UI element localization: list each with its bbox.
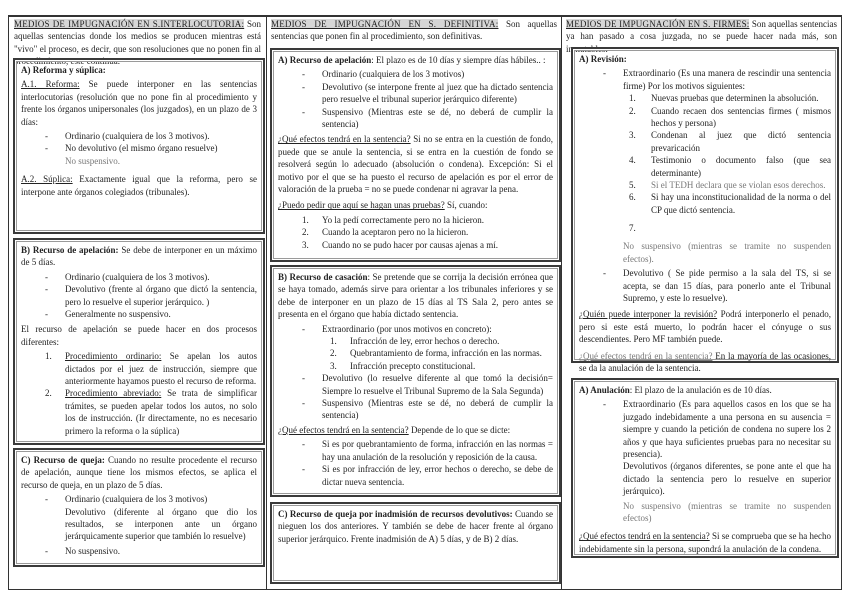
header-title: MEDIOS DE IMPUGNACIÓN EN S. DEFINITIVA: <box>271 19 499 29</box>
paragraph: El recurso de apelación se puede hacer en dos procesos diferentes: <box>21 324 257 347</box>
numbered-list <box>579 92 831 240</box>
box-title: B) Recurso de apelación: <box>21 245 119 255</box>
column-definitiva <box>266 15 561 589</box>
numbered-item <box>278 360 553 372</box>
list-item: - Extraordinario (Es una manera de rescindir una sentencia firme) Por los motivos siguientes: <box>579 67 831 92</box>
header-title: MEDIOS DE IMPUGNACIÓN EN S.INTERLOCUTORIA: <box>14 19 245 29</box>
box-text: Cuando no resulte procedente el recurso de apelación, aunque tiene los mismos efectos, se aplica el recurso de queja, en un plazo de 5 días. <box>21 455 257 490</box>
numbered-item <box>278 226 553 238</box>
box-title: C) Recurso de queja por inadmisión de recursos devolutivos: <box>278 509 513 519</box>
answer: En la mayoría de las ocasiones, se da la anulación de la sentencia. <box>579 350 831 373</box>
item-number: 1. <box>629 93 636 104</box>
list <box>278 438 553 488</box>
column-interlocutoria <box>10 15 265 589</box>
answer: Si se comprueba que se ha hecho indebidamente sin la persona, supondrá la anulación de la condena. <box>579 531 831 554</box>
subtitle-suplica: A.2. Súplica: <box>21 174 73 185</box>
list <box>579 67 831 92</box>
list-item: - Suspensivo (Mientras este se dé, no deberá de cumplir la sentencia) <box>278 397 553 422</box>
item-text: Infracción de ley, error hechos o derecho. <box>350 336 500 347</box>
item-text: Infracción precepto constitucional. <box>350 360 476 371</box>
note: No suspensivo. <box>65 155 121 166</box>
item-text: Si el TEDH declara que se violan esos derechos. <box>651 180 826 191</box>
numbered-item <box>579 179 831 191</box>
note: No suspensivo (mientras se tramite no suspenden efectos) <box>623 500 831 524</box>
box-title: A) Reforma y súplica: <box>21 65 106 75</box>
list-item: - Ordinario (cualquiera de los 3 motivos) <box>21 493 257 505</box>
item-text: Cuando recaen dos sentencias firmes ( mismos hechos y persona) <box>651 105 831 129</box>
list-item: - Si es por infracción de ley, error hechos o derecho, se debe de dictar nueva sentencia. <box>278 463 553 488</box>
item-text: Testimonio o documento falso (que sea determinante) <box>651 155 831 178</box>
item-number: 5. <box>629 180 636 191</box>
numbered-item <box>579 154 831 179</box>
item-text: Condenan al juez que dictó sentencia prevaricación <box>651 130 831 153</box>
item-number: 2. <box>302 227 309 238</box>
item-text: Cuando no se pudo hacer por causas ajenas a mí. <box>322 239 498 250</box>
header-title: MEDIOS DE IMPUGNACIÓN EN S. FIRMES: <box>566 19 750 29</box>
item-number: 2. <box>45 388 52 399</box>
numbered-item <box>579 92 831 104</box>
item-number: 1. <box>45 351 52 362</box>
box-title: A) Recurso de apelación <box>278 55 372 65</box>
numbered-list <box>21 350 257 437</box>
question: ¿Qué efectos tendrá en la sentencia? <box>278 424 409 435</box>
box-casacion <box>270 265 561 497</box>
list-item: - Ordinario (cualquiera de los 3 motivos) <box>278 68 553 80</box>
list-item: - No devolutivo (el mismo órgano resuelve) <box>21 142 257 154</box>
column-firmes <box>561 15 841 589</box>
list-item: - Extraordinario (por unos motivos en concreto): <box>278 323 553 335</box>
numbered-item <box>579 216 831 240</box>
item-text: Cuando la aceptaron pero no la hicieron. <box>322 227 469 238</box>
list <box>21 545 257 557</box>
box-text: Cuando se nieguen los dos anteriores. Y también se debe de hacer frente al órgano superior jerárquico. Frente inadmisión de A) 5 días, y de B) 2 días. <box>278 509 553 544</box>
list-item: - Extraordinario (Es para aquellos casos en los que se ha juzgado indebidamente a una persona en su ausencia = siempre y cuando la petición de condena no supere los 2 años y que haya suficientes pruebas para no necesitar su presencia). <box>579 398 831 460</box>
item-number: 3. <box>302 239 309 250</box>
list <box>278 372 553 422</box>
list <box>278 323 553 335</box>
numbered-item <box>278 335 553 347</box>
item-text: ( Se pide permiso a la sala del TS, si se acepta, se dan 15 días, para ponerlo ante el Tribunal Supremo, y este lo resuelve). <box>623 268 831 303</box>
reforma-text: Se puede interponer en las sentencias interlocutorias (resolución que no pone fin al procedimiento y frente los órganos unipersonales (los juzgados), en un plazo de 3 días: <box>21 79 257 127</box>
note: Devolutivos (órganos diferentes, se pone ante el que ha dictado la sentencia pero lo resuelve en superior jerárquico). <box>623 461 831 497</box>
list-item: - Devolutivo (frente al órgano que dictó la sentencia, pero lo resuelve el superior jerárquico. ) <box>21 283 257 308</box>
box-apelacion <box>13 238 265 445</box>
answer: Depende de lo que se dicte: <box>408 424 511 435</box>
item-label: Procedimiento abreviado: <box>65 388 162 399</box>
list <box>278 68 553 130</box>
item-number: 3. <box>330 360 337 371</box>
question: ¿Qué efectos tendrá en la sentencia? <box>278 134 411 145</box>
list <box>21 130 257 155</box>
item-text: Nuevas pruebas que determinen la absolución. <box>651 93 819 104</box>
box-title: A) Revisión: <box>579 54 627 64</box>
box-text: : El plazo es de 10 días y siempre días hábiles.. : <box>371 55 546 65</box>
item-label: Procedimiento ordinario: <box>65 351 162 362</box>
numbered-item <box>21 387 257 437</box>
list-item: - Devolutivo (lo resuelve diferente al que tomó la decisión= Siempre lo resuelve el Tribunal Supremo de la Sala Segunda) <box>278 372 553 397</box>
item-text: Yo la pedí correctamente pero no la hicieron. <box>322 214 485 225</box>
numbered-item <box>579 129 831 154</box>
list-item: - Si es por quebrantamiento de forma, infracción en las normas = hay una anulación de la resolución y reposición de la causa. <box>278 438 553 463</box>
box-anulacion <box>571 378 839 558</box>
box-text: : El plazo de la anulación es de 10 días. <box>629 385 772 395</box>
list-item: - Generalmente no suspensivo. <box>21 308 257 320</box>
box-queja <box>13 448 265 567</box>
list <box>579 398 831 460</box>
numbered-item <box>21 350 257 387</box>
question: ¿Qué efectos tendrá en la sentencia? <box>579 531 710 542</box>
list-item <box>579 267 831 304</box>
item-number: 1. <box>302 214 309 225</box>
list-item: - Devolutivo (se interpone frente al juez que ha dictado sentencia pero resuelve el tribunal superior jerárquico diferente) <box>278 81 553 106</box>
header-text: Son aquellas sentencias ya han pasado a cosa juzgada, no se puede hacer nada más, son inmutables. <box>566 19 837 54</box>
item-text: Se apelan los autos dictados por el juez de instrucción, siempre que anteriormente hayamos puesto el recurso de reforma. <box>65 351 257 387</box>
list-item: - Ordinario (cualquiera de los 3 motivos). <box>21 271 257 283</box>
column-header <box>271 18 557 43</box>
list-item: - Ordinario (cualquiera de los 3 motivos). <box>21 130 257 142</box>
item-text: Se trata de simplificar trámites, se pueden apelar todos los autos, no solo los de instrucción. (Ir directamente, no es necesario primero la reforma o la súplica) <box>65 388 257 436</box>
box-revision <box>571 47 839 373</box>
note: No suspensivo (mientras se tramite no suspenden efectos). <box>623 241 831 264</box>
list <box>579 267 831 304</box>
list-item: - Suspensivo (Mientras este se dé, no deberá de cumplir la sentencia) <box>278 106 553 131</box>
list <box>21 493 257 505</box>
suplica-text: Exactamente igual que la reforma, pero se interpone ante órganos colegiados (tribunales). <box>21 174 257 197</box>
question: ¿Puedo pedir que aquí se hagan unas pruebas? <box>278 200 445 211</box>
box-title: A) Anulación <box>579 385 630 395</box>
item-number: 2. <box>330 348 337 359</box>
box-text: : Se pretende que se corrija la decisión errónea que se haya tomado, además sirve para orientar a los tribunales inferiores y se debe de interponer en un plazo de 15 días al TS Sala 2, pero antes se presenta en el órgano que había dictado sentencia. <box>278 272 553 320</box>
note: Devolutivo (diferente al órgano que dio los resultados, se interponen ante un órgano jerárquicamente superior que también lo resuelve) <box>65 506 257 542</box>
list-item: - No suspensivo. <box>21 545 257 557</box>
item-number: 6. <box>629 192 636 203</box>
numbered-item <box>579 105 831 130</box>
item-number: 3. <box>629 130 636 141</box>
numbered-item <box>278 347 553 359</box>
item-number: 4. <box>629 155 636 166</box>
item-number: 2. <box>629 105 636 116</box>
item-label: Devolutivo <box>623 268 664 279</box>
box-queja-inadmision <box>270 502 561 584</box>
box-text: Se debe de interponer en un máximo de 5 días. <box>21 245 257 268</box>
box-reforma-suplica <box>13 58 265 234</box>
numbered-list <box>278 335 553 372</box>
numbered-item <box>579 191 831 216</box>
item-number: 1. <box>330 336 337 347</box>
item-text: Si hay una inconstitucionalidad de la norma o del CP que dictó sentencia. <box>651 192 831 215</box>
numbered-item <box>278 239 553 251</box>
question: ¿Quién puede interponer la revisión? <box>579 309 718 320</box>
header-text: Son aquellas sentencias que ponen fin al procedimiento, son definitivas. <box>271 19 557 42</box>
box-apelacion <box>270 48 561 262</box>
subtitle-reforma: A.1. Reforma: <box>21 79 80 90</box>
header-text: Son aquellas sentencias donde los medios se producen mientras está "vivo" el proceso, es decir, que son resoluciones que no ponen fin al procedimiento, este continua. <box>14 19 261 67</box>
numbered-list <box>278 214 553 251</box>
numbered-item <box>278 214 553 226</box>
question: ¿Qué efectos tendrá en la sentencia? <box>579 350 713 361</box>
answer: Sí, cuando: <box>444 200 488 211</box>
box-title: C) Recurso de queja: <box>21 455 105 465</box>
answer: Podrá interponerlo el penado, pero si este está muerto, lo podrán hacer el cónyuge o sus descendientes. Pero MF también puede. <box>579 309 832 345</box>
box-title: B) Recurso de casación <box>278 272 368 282</box>
item-text: Quebrantamiento de forma, infracción en las normas. <box>350 348 542 359</box>
answer: Si no se entra en la cuestión de fondo, puede que se anule la sentencia, si se entra en la cuestión de fondo se resolverá según lo adecuado (absolución o condena). Excepción: Si el motivo por el que se ha puesto el recurso de apelación es por el error de valoración de la prueba = no se puede condenar ni agravar la pena. <box>278 134 553 195</box>
list <box>21 271 257 321</box>
item-number: 7. <box>629 223 636 234</box>
